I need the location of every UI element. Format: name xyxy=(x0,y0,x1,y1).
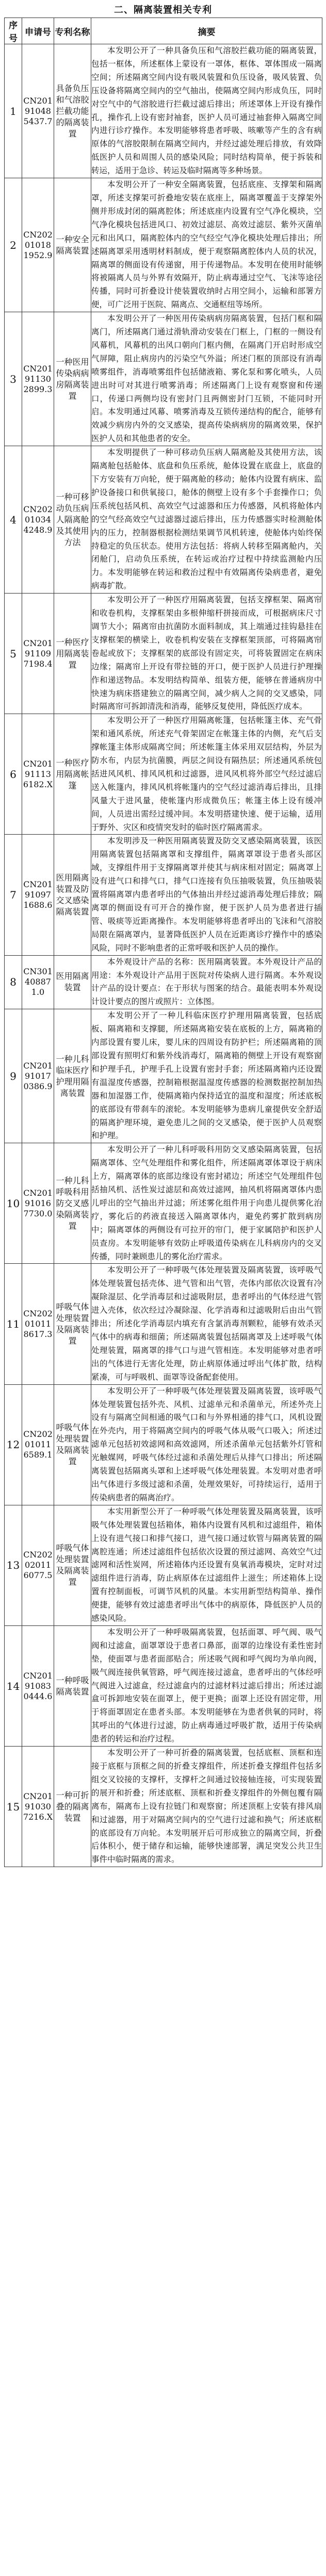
patent-name: 医用隔离装置 xyxy=(54,955,91,1009)
table-row xyxy=(5,1625,322,1746)
patent-name: 一种医用传染病病房隔离装置 xyxy=(54,312,91,446)
header-no: 序号 xyxy=(5,18,22,44)
header-abstract: 摘要 xyxy=(91,18,322,44)
patent-name: 一种呼吸隔离装置 xyxy=(54,1625,91,1746)
application-number: CN201910167730.0 xyxy=(22,1143,54,1264)
table-row xyxy=(5,1143,322,1264)
application-number: CN202010181952.9 xyxy=(22,178,54,312)
application-number: CN201911097198.4 xyxy=(22,594,54,714)
row-number: 8 xyxy=(5,955,22,1009)
patent-name: 一种儿科呼吸科用防交叉感染隔离装置 xyxy=(54,1143,91,1264)
header-application-number: 申请号 xyxy=(22,18,54,44)
row-number: 10 xyxy=(5,1143,22,1264)
patent-abstract: 本外观设计产品的名称：医用隔离装置。本外观设计产品的用途：本外观设计产品用于医院对传染病人进行隔离。本外观设计产品的设计要点：在于形状与图案的结合。最能表明本外观设计设计要点的图片或照片：立体图。 xyxy=(91,955,322,1009)
patent-name: 一种可折叠的隔离装置 xyxy=(54,1747,91,1867)
patent-abstract: 本发明公开了一种呼吸气体处理装置及隔离装置，该呼吸气体处理装置包括外壳、风机、过滤单元和杀菌单元，所述外壳上设有与隔离空间相通的吸气口和与外界相通的排气口，风机设置在外壳内，用于将隔离空间内的呼吸气体从吸气口吸入；所述过滤单元包括初效滤网和高效滤网，所述杀菌单元包括紫外灯管和光触媒网，呼吸气体经过滤和杀菌处理后从排气口排出；所述隔离装置包括隔离头罩和上述呼吸气体处理装置。本发明对患者呼出气体进行多级过滤和杀菌，处理效果好，可持续运行，适用于传染病患者的隔离治疗。 xyxy=(91,1384,322,1505)
patent-abstract: 本发明公开了一种医疗用隔离帐篷，包括帐篷主体、充气骨架和通风系统，所述充气骨架固定在帐篷主体的内侧，充气后支撑帐篷主体形成隔离空间；所述帐篷主体采用双层结构，外层为防水布，内层为抗菌膜，两层之间设有隔热层；所述通风系统包括进风风机、排风风机和过滤器，进风风机将外部空气经过滤后送入帐篷内，排风风机将帐篷内的空气经过滤消毒后排出，且排风量大于进风量，使帐篷内形成微负压；帐篷主体上设有缓冲间，人员进出需经过缓冲间。本发明搭建快速、便于运输，适用于野外、灾区和疫情突发时的临时医疗隔离需求。 xyxy=(91,714,322,835)
row-number: 14 xyxy=(5,1625,22,1746)
patent-abstract: 本发明提供了一种可移动负压病人隔离舱及其使用方法，该隔离舱包括舱体、底盘和负压系统，舱体设置在底盘上，底盘的下方安装有万向轮，便于隔离舱的移动；舱体内设置有病床、监护设备接口和供氧接口，舱体的侧壁上设有多个手套操作口；负压系统包括风机、高效空气过滤器和压力传感器，风机将舱体内的空气经高效空气过滤器过滤后排出，压力传感器实时检测舱体内的压力，控制器根据检测结果调节风机转速，使舱体内始终保持稳定的负压状态。使用方法包括：将病人转移至隔离舱内，关闭舱门，启动负压系统，在转运或治疗过程中持续监测舱内压力。本发明能够在转运和救治过程中有效隔离传染病患者，避免病毒扩散。 xyxy=(91,446,322,594)
page xyxy=(4,3,322,2576)
application-number: CN201911302899.3 xyxy=(22,312,54,446)
row-number: 3 xyxy=(5,312,22,446)
application-number: CN201910971688.6 xyxy=(22,835,54,955)
row-number: 5 xyxy=(5,594,22,714)
row-number: 11 xyxy=(5,1264,22,1384)
patent-name: 一种可移动负压病人隔离舱及其使用方法 xyxy=(54,446,91,594)
table-row xyxy=(5,44,322,178)
patent-name: 一种医疗用隔离帐篷 xyxy=(54,714,91,835)
patent-table xyxy=(4,18,322,1867)
table-row xyxy=(5,714,322,835)
patent-abstract: 本实用新型公开了一种呼吸气体处理装置及隔离装置，该呼吸气体处理装置包括箱体，箱体内设置有风机和过滤组件，箱体上设有进气接口和排气接口，进气接口通过软管与隔离装置的隔离腔连通；所述过滤组件包括依次设置的预过滤网、高效空气过滤网和活性炭网，所述箱体内还设置有臭氧消毒模块，定时对过滤组件进行消毒，防止病原体在过滤组件上滋生；所述箱体上设置有控制面板，可调节风机的风量。本实用新型结构简单、操作便捷，能够有效过滤患者呼出气体中的病原体，降低医护人员的感染风险。 xyxy=(91,1505,322,1625)
page-title: 二、隔离装置相关专利 xyxy=(114,5,212,15)
row-number: 12 xyxy=(5,1384,22,1505)
application-number: CN202020116077.5 xyxy=(22,1505,54,1625)
table-row xyxy=(5,1009,322,1143)
application-number: CN202010118617.3 xyxy=(22,1264,54,1384)
header-patent-name: 专利名称 xyxy=(54,18,91,44)
application-number: CN202010116589.1 xyxy=(22,1384,54,1505)
row-number: 1 xyxy=(5,44,22,178)
patent-name: 呼吸气体处理装置及隔离装置 xyxy=(54,1505,91,1625)
table-row xyxy=(5,1384,322,1505)
table-header-row xyxy=(5,18,322,44)
patent-name: 一种儿科临床医疗护理用隔离装置 xyxy=(54,1009,91,1143)
application-number: CN301408871.0 xyxy=(22,955,54,1009)
table-row xyxy=(5,594,322,714)
application-number: CN201910485437.7 xyxy=(22,44,54,178)
patent-abstract: 本发明公开了一种呼吸隔离装置，包括面罩、呼气阀、吸气阀和过滤盒，面罩罩设于患者口鼻部，面罩的边缘设有柔性密封垫，使面罩与患者面部贴合；所述吸气阀和呼气阀均为单向阀，吸气阀连接供氧管路，呼气阀连接过滤盒，患者呼出的气体经呼气阀进入过滤盒，经过滤盒内的过滤材料过滤后排出；所述过滤盒可拆卸地安装在面罩上，便于更换；面罩上还设有固定带，用于将面罩固定在患者头部。本发明能够在为患者供氧的同时，将其呼出的气体进行过滤，防止病毒通过呼吸扩散，适用于传染病患者的转运和治疗过程。 xyxy=(91,1625,322,1746)
row-number: 13 xyxy=(5,1505,22,1625)
patent-name: 一种医疗用隔离装置 xyxy=(54,594,91,714)
patent-abstract: 本发明公开了一种呼吸气体处理装置及隔离装置，该呼吸气体处理装置包括壳体、进气管和出气管，壳体内部依次设置有冷凝除湿层、化学消毒层和过滤吸附层，患者呼出的气体经进气管进入壳体，依次经过冷凝除湿、化学消毒和过滤吸附后由出气管排出；所述化学消毒层内填充有含氯消毒剂颗粒，能够有效杀灭气体中的病毒和细菌；所述隔离装置包括隔离罩及上述呼吸气体处理装置，隔离罩的排气口与进气管相连。本发明能够对患者呼出的气体进行无害化处理，防止病原体通过呼出气体扩散，结构紧凑，可与呼吸机、面罩等设备配套使用。 xyxy=(91,1264,322,1384)
application-number: CN201910170386.9 xyxy=(22,1009,54,1143)
patent-abstract: 本发明公开了一种具备负压和气溶胶拦截功能的隔离装置，包括一框体，所述框体上蒙设有一罩体，框体、罩体围成一隔离空间；所述隔离空间内设有吸风装置和负压设备，吸风装置、负压设备将隔离空间内的空气抽出，使隔离空间内形成负压，同时对空气中的气溶胶进行拦截过滤后排出；所述罩体上开设有操作孔，操作孔上设有密封袖套，医护人员可通过袖套伸入隔离空间内进行诊疗操作。本发明能够将患者呼吸、咳嗽等产生的含有病原体的气溶胶限制在隔离空间内，并经过滤处理后排放，有效降低医护人员和周围人员的感染风险；同时结构简单，便于拆装和转运，适用于急诊、转运及临时隔离等多种场景。 xyxy=(91,44,322,178)
table-row xyxy=(5,1505,322,1625)
patent-abstract: 本发明公开了一种可折叠的隔离装置，包括底框、顶框和连接于底框与顶框之间的折叠支撑组件，所述折叠支撑组件包括多组交叉铰接的支撑杆，支撑杆之间通过铰接轴连接，可实现装置的展开和折叠；所述底框、顶框和折叠支撑组件的外侧包覆有隔离布，隔离布上设有拉链门和观察窗；所述顶框上安装有排风扇和过滤器，用于对隔离空间内的空气进行过滤和换气；所述底框的底部设有万向轮。本发明展开后可形成独立的隔离空间，折叠后体积小，便于储存和运输，能够快速部署，满足突发公共卫生事件中临时隔离的需求。 xyxy=(91,1747,322,1867)
patent-name: 一种安全隔离装置 xyxy=(54,178,91,312)
patent-abstract: 本发明公开了一种儿科临床医疗护理用隔离装置，包括底板、隔离箱和支撑腿，所述隔离箱安装在底板的上方，隔离箱的内部设置有婴儿床，婴儿床的四周设有防护栏；所述隔离箱的顶部设置有照明灯和紫外线消毒灯，隔离箱的侧壁上开设有观察窗和护理手孔，护理手孔上设置有密封手套；所述隔离箱内还设置有温湿度传感器，控制箱根据温湿度传感器的检测数据控制加热器和加湿器工作，使隔离箱内保持适宜的温度和湿度；所述底板的底部设有带刹车的滚轮。本发明能够为患病儿童提供安全舒适的隔离护理环境，避免患儿之间的交叉感染，便于医护人员观察和护理。 xyxy=(91,1009,322,1143)
row-number: 9 xyxy=(5,1009,22,1143)
table-row xyxy=(5,446,322,594)
table-row xyxy=(5,955,322,1009)
patent-abstract: 本发明公开了一种医用传染病病房隔离装置，包括门框和隔离门，所述隔离门通过滑轨滑动安装在门框上，门框的一侧设有风幕机，风幕机的出风口朝向门框内侧，在隔离门开启时形成空气屏障，阻止病房内的污染空气外溢；所述门框的顶部设有消毒喷雾组件，消毒喷雾组件包括储液箱、雾化泵和雾化喷头，人员进出时可对其进行喷雾消毒；所述隔离门上设有观察窗和传递口，传递口两侧均设有密封门且两侧密封门互锁，不能同时开启。本发明通过风幕、喷雾消毒及互锁传递结构的配合，能够有效减少病房内外的交叉感染，提高传染病病房的隔离效果，保护医护人员和其他患者的安全。 xyxy=(91,312,322,446)
patent-abstract: 本发明公开了一种医疗用隔离装置，包括支撑框架、隔离帘和收卷机构，支撑框架由多根伸缩杆拼接而成，可根据病床尺寸调节大小；隔离帘由抗菌防水面料制成，其上端通过挂钩悬挂在支撑框架的横梁上，收卷机构安装在支撑框架顶部，可将隔离帘卷起或放下；支撑框架的底部设有固定夹，可将装置固定在病床边缘；隔离帘上开设有带拉链的开口，便于医护人员进行护理操作和递送物品。本发明结构简单、组装方便，能够在普通病房中快速为病床搭建独立的隔离空间，减少病人之间的交叉感染，同时隔离帘可拆卸清洗和消毒，能够反复使用，降低医疗成本。 xyxy=(91,594,322,714)
application-number: CN202010344248.9 xyxy=(22,446,54,594)
application-number: CN201911136182.X xyxy=(22,714,54,835)
patent-name: 医用隔离装置及防交叉感染隔离装置 xyxy=(54,835,91,955)
table-row xyxy=(5,1747,322,1867)
table-row xyxy=(5,178,322,312)
patent-abstract: 本发明涉及一种医用隔离装置及防交叉感染隔离装置，该医用隔离装置包括隔离罩和支撑组件，隔离罩罩设于患者头部区域，支撑组件用于支撑隔离罩并使其与病床相对固定；隔离罩上设有进气口和排气口，排气口连接有负压抽吸装置，负压抽吸装置将隔离罩内患者呼出的气体抽出并经过滤消毒处理后排放；隔离罩的侧面设有可开合的操作窗，便于医护人员为患者进行插管、吸痰等近距离操作。本发明能够将患者呼出的飞沫和气溶胶局限在隔离罩内，显著降低医护人员在近距离诊疗操作中的感染风险，同时不影响患者的正常呼吸和医护人员的操作。 xyxy=(91,835,322,955)
row-number: 7 xyxy=(5,835,22,955)
patent-name: 呼吸气体处理装置及隔离装置 xyxy=(54,1384,91,1505)
application-number: CN201910830444.6 xyxy=(22,1625,54,1746)
table-row xyxy=(5,312,322,446)
patent-name: 具备负压和气溶胶拦截功能的隔离装置 xyxy=(54,44,91,178)
row-number: 4 xyxy=(5,446,22,594)
table-row xyxy=(5,835,322,955)
application-number: CN201910307216.X xyxy=(22,1747,54,1867)
row-number: 15 xyxy=(5,1747,22,1867)
row-number: 2 xyxy=(5,178,22,312)
patent-name: 呼吸气体处理装置及隔离装置 xyxy=(54,1264,91,1384)
patent-abstract: 本发明公开了一种安全隔离装置，包括底座、支撑架和隔离罩，所述支撑架可折叠地安装在底座上，隔离罩覆盖于支撑架外侧并形成封闭的隔离腔体；所述底座内设置有空气净化模块，空气净化模块包括进风口、初效过滤层、高效过滤层、紫外灭菌单元和出风口，隔离腔体内的空气经空气净化模块处理后排出；所述隔离罩采用透明材料制成，便于观察隔离腔体内人员的状况，隔离罩的侧面设有传递窗，用于传递物品。本发明在使用时能够将被隔离人员与外界有效隔开，防止病毒通过空气、飞沫等途径传播，同时可折叠设计使装置收纳时占用空间小，运输和部署方便，可广泛用于医院、隔离点、交通枢纽等场所。 xyxy=(91,178,322,312)
table-row xyxy=(5,1264,322,1384)
patent-abstract: 本发明公开了一种儿科呼吸科用防交叉感染隔离装置，包括隔离罩体、空气处理组件和雾化组件，所述隔离罩体罩设于病床上方，隔离罩体的底部边缘设有密封裙边；所述空气处理组件包括抽风机、活性炭过滤层和高效过滤网，抽风机将隔离罩体内患儿呼出的空气抽出并过滤；所述雾化组件用于向患儿提供雾化治疗，雾化后的药液直接送入隔离罩体内，避免药雾扩散到病房中；隔离罩体的两侧设有可拉开的帘门，便于家属陪护和医护人员查房。本发明能够有效防止呼吸道传染病在儿科病房内的交叉传播，同时兼顾患儿的雾化治疗需求。 xyxy=(91,1143,322,1264)
row-number: 6 xyxy=(5,714,22,835)
